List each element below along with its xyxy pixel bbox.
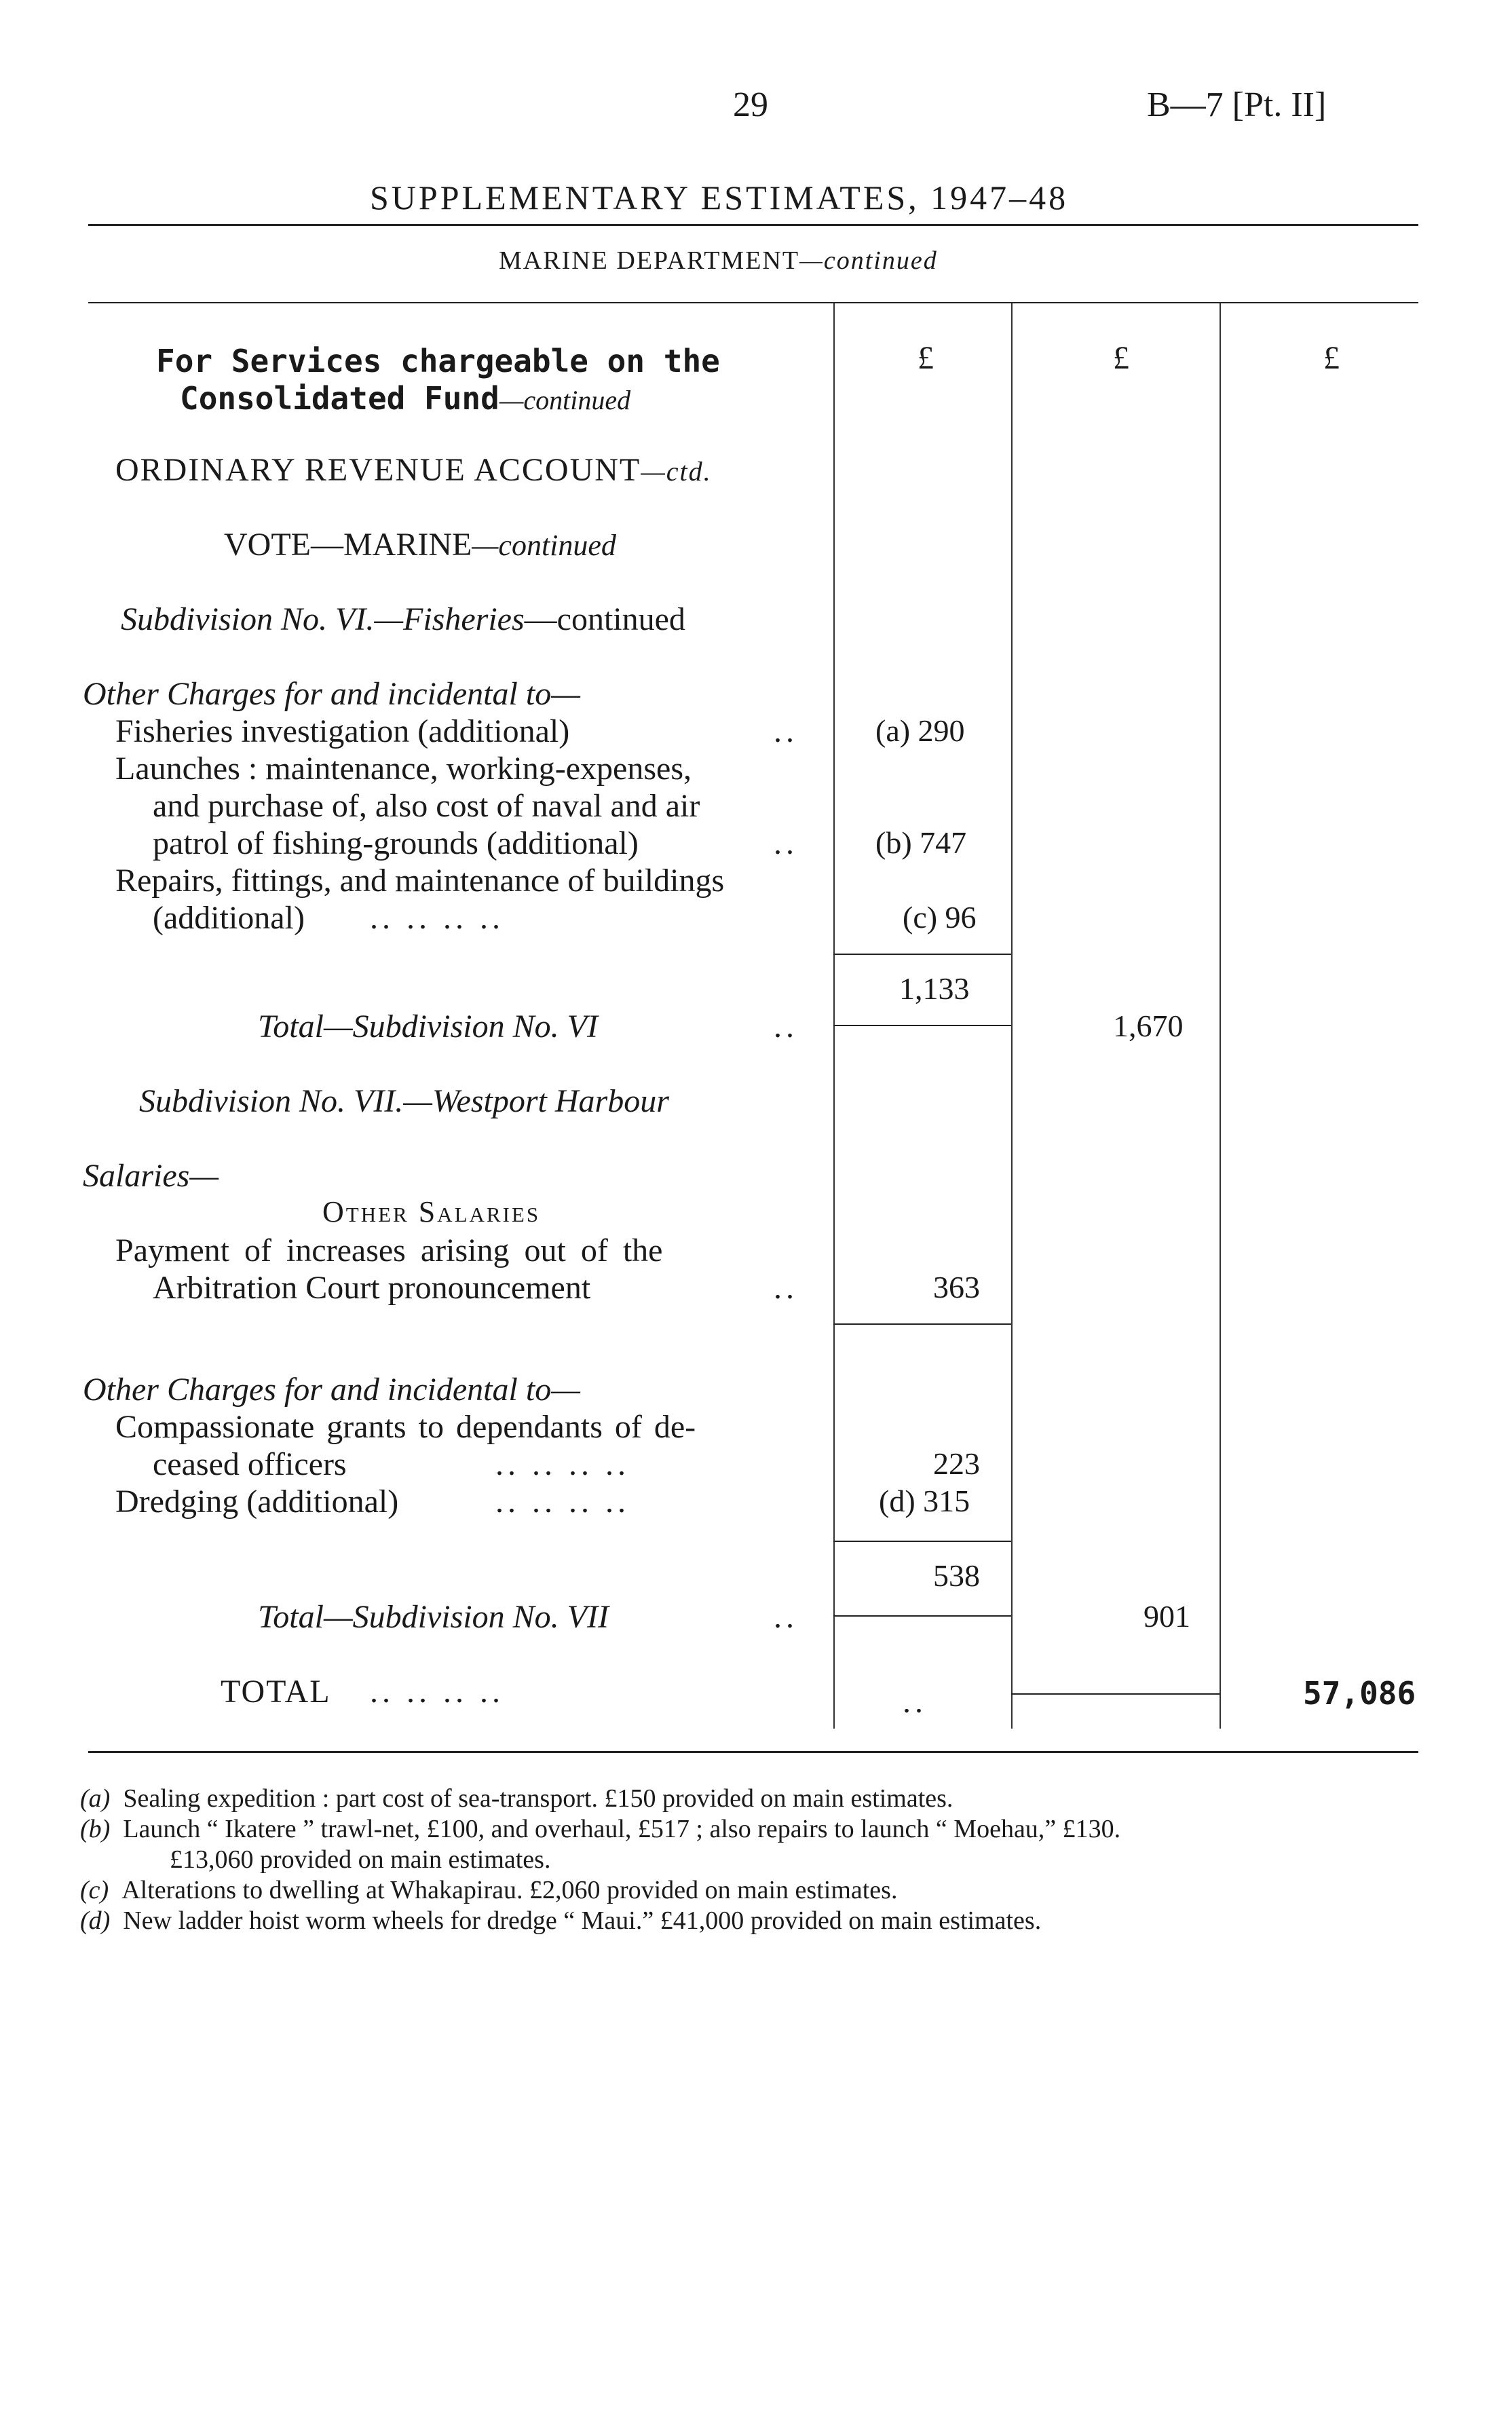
grand-total-rule — [1011, 1693, 1220, 1695]
sub7-salaries-rule — [833, 1323, 1011, 1325]
department-heading — [499, 246, 938, 276]
column-header-1: £ — [918, 340, 934, 376]
title-rule — [88, 224, 1418, 226]
grand-total: 57,086 — [1303, 1675, 1416, 1712]
vote-continued: —continued — [472, 529, 616, 562]
sub6-item2-leader: .. — [774, 825, 798, 861]
table-bottom-rule — [88, 1751, 1418, 1753]
sub6-item1: Fisheries investigation (additional) — [115, 713, 570, 749]
sub6-other-charges-heading — [83, 675, 580, 713]
services-fund: Consolidated Fund — [180, 380, 499, 417]
sub6-total: 1,670 — [1113, 1009, 1184, 1043]
table-top-rule — [88, 302, 1418, 303]
column-rule-2 — [1011, 303, 1013, 1729]
grand-total-leader: .. .. .. .. — [370, 1674, 504, 1710]
sub6-item3-leader: .. .. .. .. — [370, 900, 504, 936]
sub6-subtotal: 1,133 — [899, 971, 970, 1006]
sub7-item2-line1: Compassionate grants to dependants of de- — [115, 1409, 696, 1445]
sub6-total-rule — [833, 1025, 1011, 1026]
sub7-item3-leader: .. .. .. .. — [495, 1484, 630, 1520]
footnote-c-text: Alterations to dwelling at Whakapirau. £2,060 provided on main estimates. — [121, 1876, 898, 1904]
sub7-item2-line2: ceased officers — [153, 1446, 347, 1482]
footnote-a-mark: (a) — [80, 1784, 111, 1813]
services-heading-line2 — [180, 380, 630, 417]
sub7-item3-amount: (d) 315 — [879, 1484, 970, 1518]
sub6-subtotal-rule — [833, 954, 1011, 955]
sub6-item1-leader: .. — [774, 713, 798, 749]
sub7-item2-amount: 223 — [933, 1446, 980, 1481]
column-header-3: £ — [1323, 340, 1340, 376]
sub7-item1-amount: 363 — [933, 1270, 980, 1304]
services-continued: —continued — [499, 385, 631, 415]
sub6-item3-line1: Repairs, fittings, and maintenance of buildings — [115, 863, 725, 899]
sub7-item1-leader: .. — [774, 1270, 798, 1306]
footnote-d-mark: (d) — [80, 1906, 111, 1935]
footnote-b-text: Launch “ Ikatere ” trawl-net, £100, and overhaul, £517 ; also repairs to launch “ Moehau,” £130. — [123, 1815, 1121, 1843]
department-continued: —continued — [799, 246, 938, 275]
ordinary-revenue-label: ORDINARY REVENUE ACCOUNT — [115, 452, 641, 488]
ordinary-revenue-continued: —ctd. — [641, 456, 712, 487]
footnote-b — [80, 1814, 1120, 1844]
page-number: 29 — [733, 86, 768, 124]
subdivision-6-label: Subdivision No. VI.—Fisheries — [121, 601, 525, 637]
subdivision-7-heading — [139, 1082, 669, 1120]
sub7-subtotal-rule — [833, 1541, 1011, 1542]
sub6-item2-line1: Launches : maintenance, working-expenses, — [115, 751, 692, 787]
footnote-b-line2: £13,060 provided on main estimates. — [170, 1845, 551, 1874]
sub7-total: 901 — [1144, 1599, 1190, 1634]
sub7-item1-line2: Arbitration Court pronouncement — [153, 1270, 591, 1306]
sub7-item1-line1: Payment of increases arising out of the — [115, 1232, 663, 1268]
sub6-other-charges-label: Other Charges for and incidental to— — [83, 676, 580, 712]
sub7-total-rule — [833, 1615, 1011, 1617]
grand-total-column1: .. — [903, 1684, 927, 1720]
sub7-item3: Dredging (additional) — [115, 1484, 399, 1520]
vote-label: VOTE—MARINE — [224, 527, 472, 563]
sub7-subtotal: 538 — [933, 1558, 980, 1593]
footnote-c — [80, 1875, 897, 1905]
sub7-other-salaries: Other Salaries — [322, 1195, 541, 1228]
sub6-item2-line2: and purchase of, also cost of naval and air — [153, 788, 700, 824]
ordinary-revenue-heading — [115, 451, 712, 489]
subdivision-7-label: Subdivision No. VII.—Westport Harbour — [139, 1083, 669, 1119]
sub7-item2-leader: .. .. .. .. — [495, 1446, 630, 1482]
sub7-salaries-label: Salaries— — [83, 1158, 219, 1194]
sub6-item3-amount: (c) 96 — [903, 900, 977, 935]
column-rule-1 — [833, 303, 835, 1729]
sub6-total-text: Total—Subdivision No. VI — [258, 1009, 598, 1044]
sub6-item2-amount: (b) 747 — [875, 825, 967, 860]
sub7-other-charges-label: Other Charges for and incidental to— — [83, 1372, 580, 1408]
sub7-total-label — [258, 1598, 609, 1636]
footnote-a-text: Sealing expedition : part cost of sea-transport. £150 provided on main estimates. — [123, 1784, 953, 1813]
footnote-d — [80, 1906, 1041, 1936]
sub7-salaries-heading — [83, 1157, 219, 1194]
subdivision-6-continued: —continued — [524, 601, 685, 637]
sub6-total-label — [258, 1008, 598, 1045]
page-title: SUPPLEMENTARY ESTIMATES, 1947–48 — [370, 178, 1069, 216]
sub6-item1-amount: (a) 290 — [875, 713, 965, 748]
footnote-a — [80, 1784, 953, 1813]
sub7-other-charges-heading — [83, 1371, 580, 1408]
footnote-d-text: New ladder hoist worm wheels for dredge “ Maui.” £41,000 provided on main estimates. — [123, 1906, 1042, 1935]
document-reference: B—7 [Pt. II] — [1147, 86, 1327, 124]
footnote-b-mark: (b) — [80, 1815, 111, 1843]
sub6-item2-line3: patrol of fishing-grounds (additional) — [153, 825, 639, 861]
vote-heading — [224, 526, 616, 563]
column-rule-3 — [1220, 303, 1221, 1729]
sub7-total-text: Total—Subdivision No. VII — [258, 1599, 609, 1635]
sub7-total-leader: .. — [774, 1599, 798, 1635]
sub6-total-leader: .. — [774, 1009, 798, 1044]
column-header-2: £ — [1113, 340, 1129, 376]
sub6-item3-line2: (additional) — [153, 900, 305, 936]
department-name: MARINE DEPARTMENT — [499, 246, 800, 275]
subdivision-6-heading — [121, 601, 685, 638]
footnote-c-mark: (c) — [80, 1876, 109, 1904]
services-heading-line1: For Services chargeable on the — [156, 343, 720, 379]
grand-total-label: TOTAL — [221, 1674, 331, 1710]
